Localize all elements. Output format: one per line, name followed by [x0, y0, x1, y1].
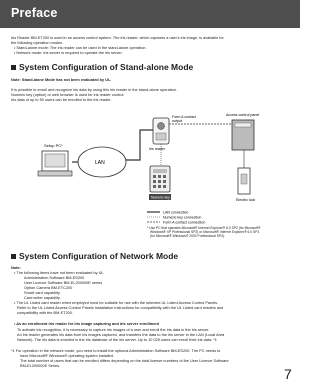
setup-pc-icon — [38, 151, 72, 176]
network-line: Card writer capability — [24, 296, 60, 300]
square-bullet-icon — [11, 254, 16, 259]
network-footnote: BM-EL200000E Series. — [20, 364, 61, 368]
legend-numeric: Numeric key connection — [163, 215, 202, 220]
network-line: Option Camera BM-ETC200 — [24, 286, 73, 290]
preface-banner — [0, 0, 300, 28]
diagram-footnote: * Use PC that operates Microsoft® Internet Explorer® 6.0 SP2 (for Microsoft® — [147, 226, 261, 230]
access-control-panel-icon — [232, 120, 254, 150]
network-bold-text: Network). The iris data is enrolled in the iris database of the iris server. Up to 10 025 users can enroll their iris data. *1 — [17, 338, 217, 342]
numeric-key-icon — [150, 166, 170, 192]
electric-lock-icon — [238, 168, 250, 194]
square-bullet-icon — [11, 65, 16, 70]
network-line: • The UL Listed card reader when employed must be suitable for use with the selected UL Listed Access Control Panels. — [14, 301, 219, 305]
network-line: Administration Software BM-ES200 — [24, 276, 85, 280]
network-note-label: Note: — [11, 266, 21, 270]
diagram-footnote: Windows® XP Professional SP2) or Microsoft® Internet Explorer® 6.0 SP1 — [150, 230, 260, 234]
network-line: compatibility with the BM-ET200. — [17, 311, 73, 315]
standalone-note: Note: Stand-alone Mode has not been evaluated by UL. — [11, 78, 112, 82]
network-footnote: have Microsoft® Windows® operating system installed. — [20, 354, 114, 358]
section-heading-network: System Configuration of Network Mode — [11, 251, 178, 261]
intro-line: the following operation modes. — [11, 41, 64, 45]
lan-label: LAN — [95, 160, 105, 166]
output-label: output — [172, 119, 182, 123]
network-footnote: *1 For operation in the network mode, you need to install the optional Administration Software BM-ES200. The PC needs to — [11, 349, 221, 353]
network-line: • The following items have not been evaluated by UL. — [14, 271, 105, 275]
network-line: User Licence Software BM-EL200000E series — [24, 281, 103, 285]
electric-lock-label: Electric lock — [236, 198, 256, 202]
setup-pc-label: Setup PC* — [44, 143, 63, 148]
network-bold-item: • As an enrollment iris reader for iris image capturing and iris server enrollment — [14, 322, 159, 326]
network-line: Refer to the UL Listed Access Control Panels Installation Instructions for compatibility with the UL Listed card readers and — [17, 306, 224, 310]
page-title: Preface — [11, 6, 58, 20]
section-heading-standalone: System Configuration of Stand-alone Mode — [11, 62, 193, 72]
network-line: Smart card capability — [24, 291, 60, 295]
access-control-panel-label: Access control panel — [226, 113, 260, 117]
standalone-text: It is possible to enroll and recognize iris data by using this iris reader in the stand-alone operation. — [11, 88, 178, 92]
iris-reader-icon — [153, 118, 169, 144]
intro-line: Iris Reader BM-ET200 is used in an access control system. The iris reader, which captures a user's iris image, is available for — [11, 36, 224, 40]
page-number: 7 — [284, 366, 292, 382]
legend-form-a: Form A contact connection — [163, 220, 206, 225]
diagram-footnote: (for Microsoft® Windows® 2000 Professional SP4). — [150, 234, 225, 238]
standalone-text: Numeric key (option) or web browser is used for iris reader control. — [11, 93, 125, 97]
network-footnote: The total number of users that can be enrolled differs depending on the total license numbers of the User Licence Software — [20, 359, 229, 363]
intro-bullet: • Network mode: Iris server is required to operate the iris server. — [14, 51, 123, 55]
network-bold-text: To activate iris recognition, it is necessary to capture iris images of a user and enroll the iris data in the iris server. — [17, 328, 210, 332]
form-a-contact-label: Form A contact — [172, 115, 196, 119]
legend-lan: LAN connection — [163, 210, 189, 215]
iris-reader-label: Iris reader — [149, 147, 166, 151]
intro-bullet: • Stand-alone mode: The iris reader can be used in the stand-alone operation. — [14, 46, 147, 50]
network-bold-text: An iris reader generates iris data from iris images captured, and transfers the data to the iris server in the LAN (Local Area — [17, 333, 225, 337]
standalone-diagram — [0, 108, 300, 236]
standalone-text: Iris data of up to 50 users can be enrolled to the iris reader. — [11, 98, 112, 102]
numeric-key-label: Numeric key — [151, 195, 170, 200]
